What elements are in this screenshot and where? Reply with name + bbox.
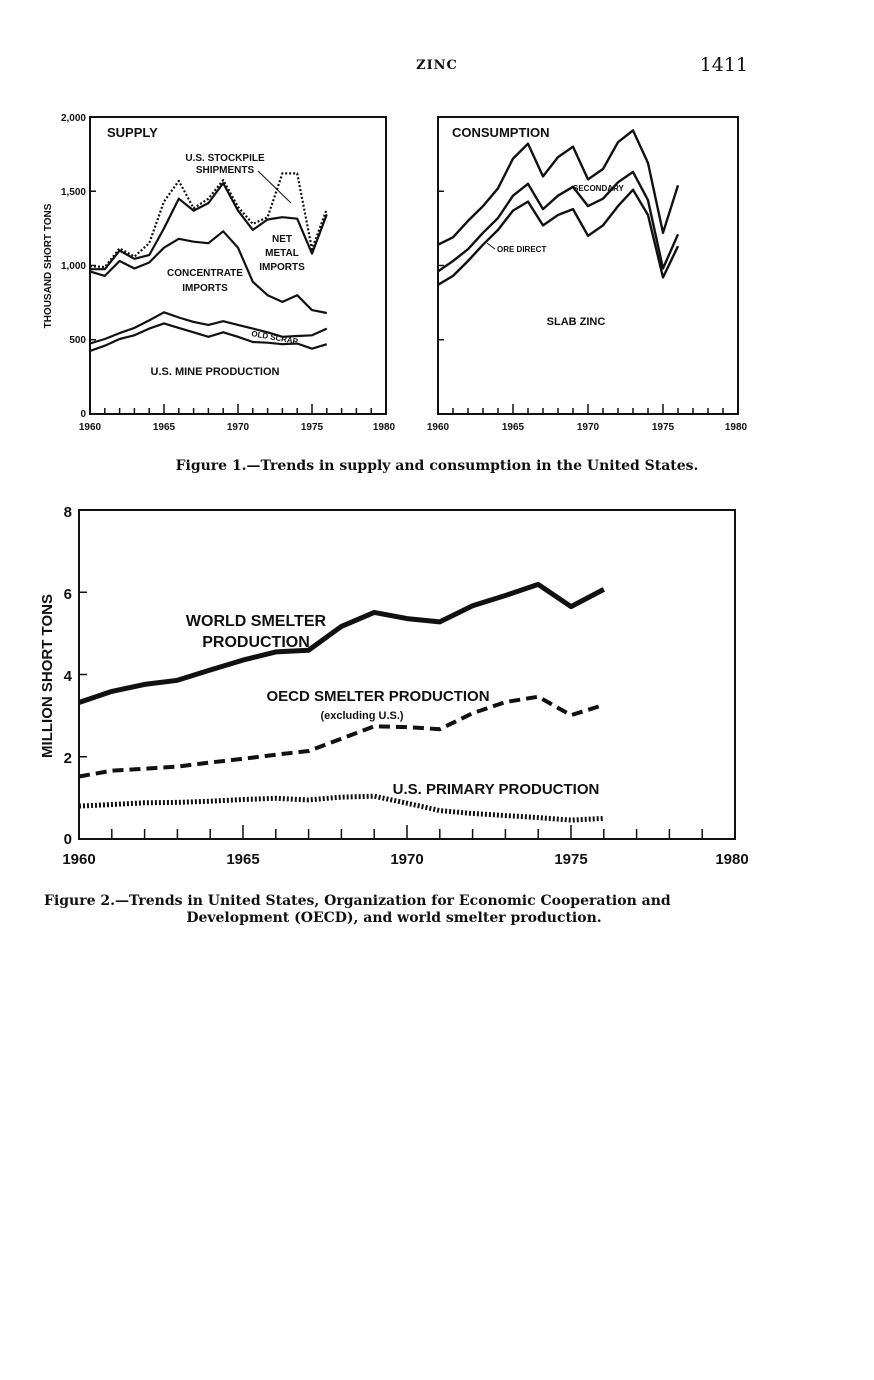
consumption-panel [427, 117, 748, 433]
stockpile-label-1: U.S. STOCKPILE [185, 153, 265, 164]
concentrate-label-1: CONCENTRATE [167, 268, 243, 279]
fig1-y-tick-label: 1,500 [60, 187, 86, 198]
us-primary-label: U.S. PRIMARY PRODUCTION [392, 781, 600, 798]
ore-direct-label: ORE DIRECT [497, 245, 547, 254]
consumption-frame [438, 117, 738, 414]
secondary-label: SECONDARY [573, 184, 624, 193]
consumption-x-tick-label: 1970 [576, 422, 600, 433]
fig2-x-tick-label: 1980 [715, 851, 749, 868]
world-smelter-chart [39, 504, 749, 868]
ore-direct-line [438, 190, 678, 285]
net-metal-label-2: METAL [265, 248, 299, 259]
stockpile-label-2: SHIPMENTS [195, 165, 255, 176]
fig2-x-tick-label: 1970 [390, 851, 424, 868]
slab-zinc-label: SLAB ZINC [546, 316, 606, 328]
net-metal-label-1: NET [272, 234, 292, 245]
consumption-title: CONSUMPTION [452, 125, 550, 140]
fig2-y-tick-label: 2 [63, 750, 72, 767]
world-smelter-label-2: PRODUCTION [202, 634, 310, 651]
net-metal-label-3: IMPORTS [259, 262, 305, 273]
supply-x-tick-label: 1970 [226, 422, 250, 433]
old-scrap-label: OLD SCRAP [250, 329, 299, 347]
fig1-y-tick-label: 1,000 [60, 261, 86, 272]
mine-production-label: U.S. MINE PRODUCTION [150, 366, 280, 378]
oecd-note-label: (excluding U.S.) [320, 710, 404, 722]
figure2-caption [44, 893, 744, 927]
us-primary-line [79, 796, 604, 820]
consumption-x-tick-label: 1980 [724, 422, 748, 433]
running-title: ZINC [416, 58, 458, 73]
supply-x-tick-label: 1965 [152, 422, 176, 433]
fig2-x-tick-label: 1965 [226, 851, 260, 868]
fig1-y-tick-label: 500 [69, 335, 86, 346]
consumption-x-tick-label: 1960 [426, 422, 450, 433]
oecd-label: OECD SMELTER PRODUCTION [266, 688, 490, 705]
fig2-y-tick-label: 8 [63, 504, 72, 521]
supply-x-tick-label: 1980 [372, 422, 396, 433]
world-smelter-line [79, 584, 604, 702]
fig1-y-axis-label: THOUSAND SHORT TONS [43, 203, 54, 329]
oecd-smelter-line [79, 697, 604, 777]
fig2-y-tick-label: 6 [63, 586, 72, 603]
fig2-y-tick-label: 0 [63, 831, 72, 848]
secondary-line [438, 172, 678, 272]
fig2-y-axis-label: MILLION SHORT TONS [39, 594, 56, 758]
stockpile-pointer [258, 171, 291, 203]
world-smelter-label-1: WORLD SMELTER [185, 613, 327, 630]
supply-title: SUPPLY [107, 125, 158, 140]
fig1-y-tick-label: 0 [80, 409, 86, 420]
supply-x-tick-label: 1975 [300, 422, 324, 433]
consumption-x-tick-label: 1975 [651, 422, 675, 433]
consumption-x-tick-label: 1965 [501, 422, 525, 433]
concentrate-label-2: IMPORTS [182, 283, 228, 294]
supply-panel [43, 113, 396, 433]
figure2-caption-line1: Figure 2.—Trends in United States, Organization for Economic Cooperation and [44, 893, 671, 909]
fig2-y-tick-label: 4 [63, 668, 72, 685]
fig2-x-tick-label: 1975 [554, 851, 588, 868]
fig1-y-tick-label: 2,000 [60, 113, 86, 124]
page-number: 1411 [699, 54, 748, 76]
fig2-x-tick-label: 1960 [62, 851, 96, 868]
supply-x-tick-label: 1960 [78, 422, 102, 433]
figure1-caption: Figure 1.—Trends in supply and consumption in the United States. [175, 458, 699, 474]
figure2-caption-line2: Development (OECD), and world smelter production. [186, 910, 602, 926]
ore-direct-pointer [487, 243, 495, 249]
